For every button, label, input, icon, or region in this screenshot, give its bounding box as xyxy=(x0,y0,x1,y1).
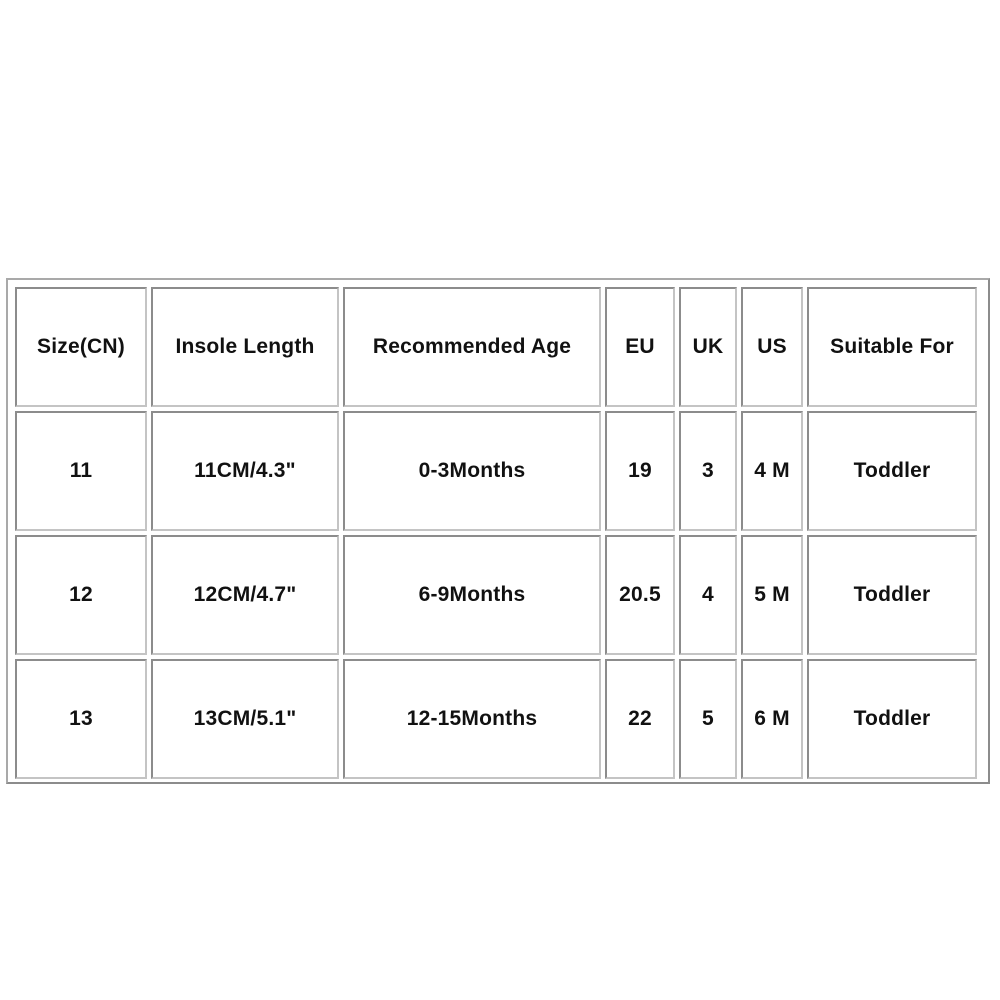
cell-recommended-age: 12-15Months xyxy=(343,659,601,779)
cell-suitable-for: Toddler xyxy=(807,535,977,655)
header-uk: UK xyxy=(679,287,737,407)
cell-eu: 20.5 xyxy=(605,535,675,655)
cell-eu: 19 xyxy=(605,411,675,531)
table-row xyxy=(15,411,977,531)
cell-size-cn: 11 xyxy=(15,411,147,531)
header-row xyxy=(15,287,977,407)
table-row xyxy=(15,535,977,655)
header-eu: EU xyxy=(605,287,675,407)
cell-uk: 4 xyxy=(679,535,737,655)
cell-us: 6 M xyxy=(741,659,803,779)
table-row xyxy=(15,659,977,779)
cell-eu: 22 xyxy=(605,659,675,779)
header-size-cn: Size(CN) xyxy=(15,287,147,407)
header-suitable-for: Suitable For xyxy=(807,287,977,407)
cell-recommended-age: 0-3Months xyxy=(343,411,601,531)
cell-suitable-for: Toddler xyxy=(807,659,977,779)
cell-size-cn: 13 xyxy=(15,659,147,779)
cell-us: 4 M xyxy=(741,411,803,531)
cell-size-cn: 12 xyxy=(15,535,147,655)
header-insole-length: Insole Length xyxy=(151,287,339,407)
cell-us: 5 M xyxy=(741,535,803,655)
cell-recommended-age: 6-9Months xyxy=(343,535,601,655)
header-recommended-age: Recommended Age xyxy=(343,287,601,407)
cell-suitable-for: Toddler xyxy=(807,411,977,531)
size-table xyxy=(11,283,981,783)
cell-insole-length: 11CM/4.3" xyxy=(151,411,339,531)
cell-insole-length: 12CM/4.7" xyxy=(151,535,339,655)
cell-insole-length: 13CM/5.1" xyxy=(151,659,339,779)
cell-uk: 5 xyxy=(679,659,737,779)
header-us: US xyxy=(741,287,803,407)
cell-uk: 3 xyxy=(679,411,737,531)
size-chart xyxy=(6,278,990,784)
